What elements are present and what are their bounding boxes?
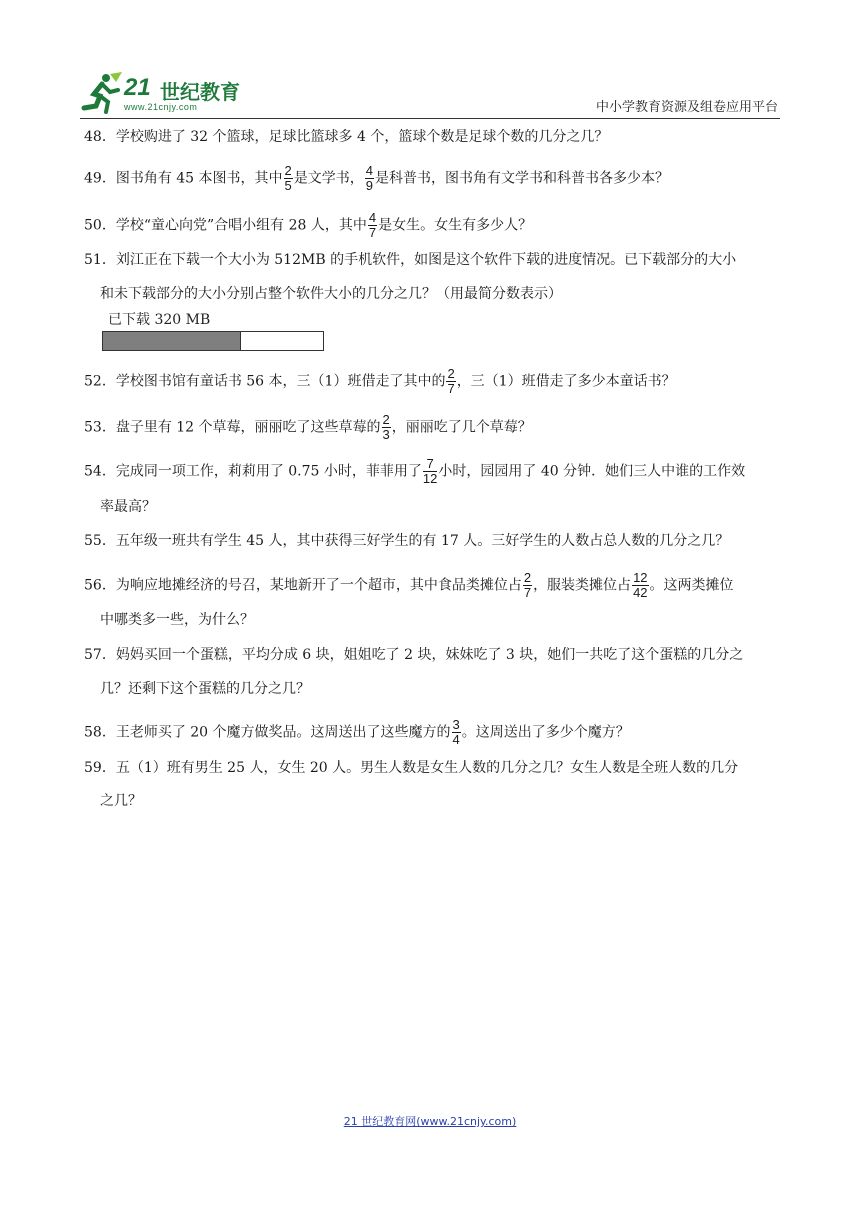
denominator: 7 (368, 225, 377, 240)
question-number: 51． (84, 252, 116, 268)
question-number: 58． (84, 724, 116, 741)
numerator: 2 (523, 570, 532, 585)
question-text-part: 。这周送出了多少个魔方？ (461, 724, 630, 741)
question-number: 59． (84, 760, 116, 776)
question-text-part: 学校图书馆有童话书 56 本，三（1）班借走了其中的 (115, 373, 446, 390)
denominator: 5 (284, 178, 292, 193)
question-text-part: 学校“童心向党”合唱小组有 28 人，其中 (115, 217, 367, 234)
fraction (423, 457, 437, 486)
question-text-part: 盘子里有 12 个草莓，丽丽吃了这些草莓的 (115, 419, 381, 436)
question-48 (84, 127, 784, 147)
question-text: 学校购进了 32 个篮球，足球比篮球多 4 个，篮球个数是足球个数的几分之几？ (115, 129, 609, 145)
fraction (368, 211, 377, 240)
question-text-part: 小时，园园用了 40 分钟．她们三人中谁的工作效 (438, 463, 746, 480)
question-text-part: 是科普书，图书角有文学书和科普书各多少本？ (375, 170, 670, 187)
numerator: 2 (284, 163, 292, 178)
fraction (523, 571, 532, 600)
numerator: 7 (423, 457, 437, 472)
numerator: 4 (365, 163, 374, 178)
numerator: 3 (452, 717, 460, 732)
question-57-line2: 几？还剩下这个蛋糕的几分之几？ (100, 681, 310, 697)
question-text: 五年级一班共有学生 45 人，其中获得三好学生的有 17 人。三好学生的人数占总人数的几分之几？ (115, 533, 730, 549)
page-header (80, 64, 780, 119)
download-progress-bar (102, 331, 324, 351)
numerator: 4 (368, 210, 377, 225)
question-54-line2: 率最高？ (100, 499, 156, 515)
download-label: 已下载 320 MB (108, 312, 211, 328)
question-text-part: 是女生。女生有多少人？ (378, 217, 533, 234)
question-number: 53． (84, 419, 116, 436)
logo-number: 21 (124, 74, 151, 101)
numerator: 2 (382, 412, 390, 427)
question-text-part: 。这两类摊位 (649, 577, 734, 594)
denominator: 4 (452, 732, 460, 747)
question-text-part: ，三（1）班借走了多少本童话书？ (456, 373, 676, 390)
question-59 (84, 758, 784, 778)
logo (80, 70, 250, 116)
question-number: 55． (84, 533, 116, 549)
question-text-part: ，服装类摊位占 (533, 577, 632, 594)
question-text-part: 图书角有 45 本图书，其中 (115, 170, 283, 187)
denominator: 9 (365, 178, 374, 193)
question-58 (84, 718, 784, 747)
question-59-line2: 之几？ (100, 793, 142, 809)
question-50 (84, 211, 784, 240)
runner-logo-icon (80, 70, 124, 114)
numerator: 2 (447, 366, 455, 381)
fraction (382, 413, 391, 442)
question-number: 54． (84, 463, 116, 480)
fraction (365, 164, 374, 193)
question-56 (84, 571, 784, 600)
logo-url: www.21cnjy.com (124, 102, 198, 112)
question-number: 52． (84, 373, 116, 390)
denominator: 42 (633, 585, 648, 600)
question-text-part: 完成同一项工作，莉莉用了 0.75 小时，菲菲用了 (115, 463, 422, 480)
question-text-part: ，丽丽吃了几个草莓？ (391, 419, 532, 436)
denominator: 3 (382, 427, 390, 442)
question-number: 49． (84, 170, 116, 187)
platform-title: 中小学教育资源及组卷应用平台 (595, 100, 778, 115)
denominator: 7 (523, 585, 532, 600)
question-text-line1: 妈妈买回一个蛋糕，平均分成 6 块，姐姐吃了 2 块，妹妹吃了 3 块，她们一共吃了这个蛋糕的几分之 (115, 647, 744, 663)
denominator: 12 (422, 471, 438, 486)
question-49 (84, 164, 784, 193)
question-text-line1: 五（1）班有男生 25 人，女生 20 人。男生人数是女生人数的几分之几？女生人数是全班人数的几分 (115, 760, 739, 776)
question-56-line2: 中哪类多一些，为什么？ (100, 612, 254, 628)
logo-text: 世纪教育 (160, 80, 240, 104)
question-number: 48． (84, 129, 116, 145)
question-number: 56． (84, 577, 116, 594)
question-54 (84, 457, 784, 486)
question-52 (84, 367, 784, 396)
question-text-line1: 刘江正在下载一个大小为 512MB 的手机软件，如图是这个软件下载的进度情况。已下载部分的大小 (115, 252, 737, 268)
fraction (284, 164, 293, 193)
question-51 (84, 250, 784, 270)
question-text-part: 是文学书， (293, 170, 364, 187)
denominator: 7 (447, 381, 455, 396)
download-progress-fill (103, 332, 241, 350)
question-text-part: 王老师买了 20 个魔方做奖品。这周送出了这些魔方的 (115, 724, 451, 741)
question-53 (84, 413, 784, 442)
footer-link[interactable]: 21 世纪教育网(www.21cnjy.com) (343, 1115, 517, 1128)
fraction (452, 718, 461, 747)
question-number: 50． (84, 217, 116, 234)
question-text-part: 为响应地摊经济的号召，某地新开了一个超市，其中食品类摊位占 (115, 577, 522, 594)
question-51-line2: 和未下载部分的大小分别占整个软件大小的几分之几？（用最简分数表示） (100, 286, 562, 302)
numerator: 12 (633, 570, 648, 585)
fraction (632, 571, 648, 600)
question-number: 57． (84, 647, 116, 663)
question-55 (84, 531, 784, 551)
fraction (446, 367, 455, 396)
question-57 (84, 645, 784, 665)
